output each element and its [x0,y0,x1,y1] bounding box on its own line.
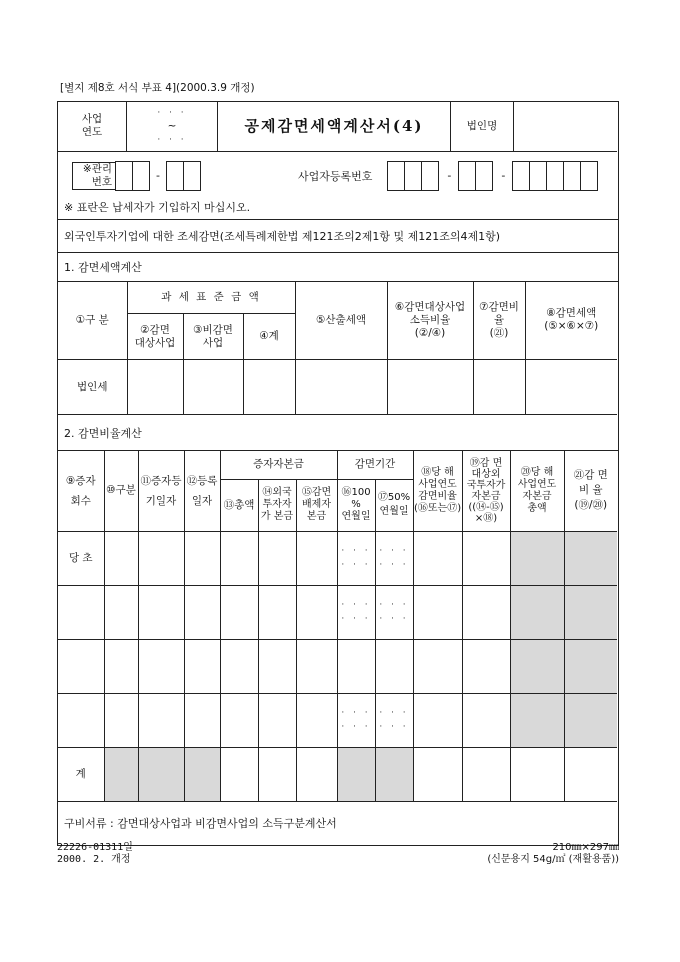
row-label: 계 [58,747,104,801]
brn-digit-box[interactable] [421,161,439,191]
table-row [58,360,617,415]
header-reduction-period: 감면기간 [337,451,413,479]
corp-name-label: 법인명 [451,102,514,151]
input-cell[interactable] [258,585,296,639]
brn-digit-box[interactable] [404,161,422,191]
input-cell[interactable] [243,360,295,415]
row-label: 당 초 [58,531,104,585]
header-excluded-capital: ⑮감면 배제자 본금 [296,479,337,531]
input-cell[interactable] [220,585,258,639]
header-foreign-investor-capital: ⑭외국 투자자 가 본금 [258,479,296,531]
row-label-corporate-tax: 법인세 [58,360,127,415]
brn-digit-box[interactable] [458,161,476,191]
header-100pct-date: ⑯100 % 연월일 [337,479,375,531]
reduction-rate-table [58,451,617,802]
date-placeholder: · · · [341,708,371,718]
input-cell[interactable] [462,585,510,639]
table-row [58,531,617,585]
total-row [58,747,617,801]
input-cell[interactable] [510,531,564,585]
brn-digit-box[interactable] [512,161,530,191]
mgmt-digit-box[interactable] [132,161,150,191]
dash: - [501,169,506,182]
header-increased-capital: 증자자본금 [220,451,337,479]
input-cell[interactable] [138,693,184,747]
input-cell[interactable] [184,693,220,747]
header-tax-base: 과 세 표 준 금 액 [127,282,295,314]
input-cell[interactable] [220,747,258,801]
brn-digit-box[interactable] [580,161,598,191]
date-placeholder: · · · [341,600,371,610]
input-cell[interactable] [296,531,337,585]
input-cell[interactable] [413,531,462,585]
management-section [58,152,618,220]
header-current-rate: ⑱당 해 사업연도 감면비율 (⑯또는⑰) [413,451,462,531]
date-placeholder: · · · [341,560,371,570]
header-reduced-tax: ⑧감면세액 (⑤×⑥×⑦) [525,282,617,360]
input-cell[interactable] [184,531,220,585]
input-cell[interactable] [104,639,138,693]
input-cell[interactable] [473,360,525,415]
form-code: 22226-01311일 [57,842,133,853]
input-cell[interactable] [104,747,138,801]
input-cell[interactable] [337,639,375,693]
input-cell[interactable] [413,693,462,747]
header-enrollment-date: ⑫등록 일자 [184,451,220,531]
form-body [57,101,619,846]
input-cell[interactable] [413,747,462,801]
input-cell[interactable] [104,585,138,639]
subject-line: 외국인투자기업에 대한 조세감면(조세특례제한법 제121조의2제1항 및 제121조의4제1항) [58,220,618,253]
input-cell[interactable] [413,585,462,639]
revision-date: 2000. 2. 개정 [57,854,131,865]
input-cell[interactable] [510,693,564,747]
input-cell[interactable] [138,639,184,693]
input-cell[interactable] [564,585,617,639]
input-cell[interactable] [337,747,375,801]
header-non-reducible-business: ③비감면 사업 [183,314,243,360]
brn-digit-box[interactable] [529,161,547,191]
business-reg-label: 사업자등록번호 [298,169,373,183]
input-cell[interactable] [258,639,296,693]
paper-size: 210㎜×297㎜ [552,842,619,853]
date-placeholder: · · · [379,708,409,718]
input-cell[interactable] [296,639,337,693]
input-cell[interactable] [127,360,183,415]
mgmt-digit-box[interactable] [115,161,133,191]
header-registration-date: ⑪증자등 기일자 [138,451,184,531]
header-category: ①구 분 [58,282,127,360]
taxpayer-note: ※ 표란은 납세자가 기입하지 마십시오. [64,200,251,214]
date-placeholder: · · · [379,722,409,732]
paper-type: (신문용지 54g/㎡ (재활용품)) [487,854,619,865]
table-row [58,585,617,639]
input-cell[interactable] [296,585,337,639]
input-cell[interactable] [375,639,413,693]
tax-reduction-table [58,282,617,416]
brn-digit-box[interactable] [546,161,564,191]
header-increase-count: ⑨증자 회수 [58,451,104,531]
header-total: ④계 [243,314,295,360]
input-cell[interactable] [295,360,387,415]
header-total-amount: ⑬총액 [220,479,258,531]
input-cell[interactable] [138,531,184,585]
date-placeholder: · · · [379,560,409,570]
table-row [58,639,617,693]
header-total-capital: ⑳당 해 사업연도 자본금 총액 [510,451,564,531]
input-cell[interactable] [564,531,617,585]
input-cell[interactable] [138,747,184,801]
input-cell[interactable] [462,639,510,693]
header-table [58,102,617,152]
input-cell[interactable] [258,747,296,801]
input-cell[interactable] [184,639,220,693]
input-cell[interactable] [510,747,564,801]
input-cell[interactable] [564,693,617,747]
input-cell[interactable] [184,585,220,639]
input-cell[interactable] [220,693,258,747]
input-cell[interactable] [510,585,564,639]
input-cell[interactable] [104,693,138,747]
input-cell[interactable] [220,531,258,585]
input-cell[interactable] [58,639,104,693]
date-placeholder: · · · [379,546,409,556]
input-cell[interactable] [375,531,413,585]
input-cell[interactable] [564,639,617,693]
attachments-note: 구비서류 : 감면대상사업과 비감면사업의 소득구분계산서 [64,817,337,830]
input-cell[interactable] [462,693,510,747]
input-cell[interactable] [104,531,138,585]
dash: - [447,169,452,182]
input-cell[interactable] [375,693,413,747]
brn-digit-box[interactable] [475,161,493,191]
header-computed-tax: ⑤산출세액 [295,282,387,360]
input-cell[interactable] [184,747,220,801]
input-cell[interactable] [375,747,413,801]
dash: - [156,169,160,182]
form-reference: [별지 제8호 서식 부표 4](2000.3.9 개정) [60,82,255,94]
mgmt-digit-box[interactable] [183,161,201,191]
input-cell[interactable] [413,639,462,693]
input-cell[interactable] [220,639,258,693]
input-cell[interactable] [58,585,104,639]
input-cell[interactable] [138,585,184,639]
input-cell[interactable] [58,693,104,747]
input-cell[interactable] [258,531,296,585]
input-cell[interactable] [525,360,617,415]
year-label: 사업 연도 [58,102,127,151]
section1-title: 1. 감면세액계산 [58,253,618,282]
management-number-label: ※관리 번호 [72,162,116,190]
input-cell[interactable] [387,360,473,415]
date-placeholder: · · · [341,614,371,624]
header-income-ratio: ⑥감면대상사업 소득비율 (②/④) [387,282,473,360]
date-placeholder: · · · [341,722,371,732]
date-placeholder: · · · [379,614,409,624]
input-cell[interactable] [296,693,337,747]
header-reducible-business: ②감면 대상사업 [127,314,183,360]
brn-digit-box[interactable] [563,161,581,191]
input-cell[interactable] [337,531,375,585]
header-50pct-date: ⑰50% 연월일 [375,479,413,531]
input-cell[interactable] [462,747,510,801]
header-division: ⑩구분 [104,451,138,531]
header-foreign-capital: ⑲감 면 대상외 국투자가 자본금 ((⑭-⑮) ×⑱) [462,451,510,531]
input-cell[interactable] [296,747,337,801]
input-cell[interactable] [564,747,617,801]
input-cell[interactable] [258,693,296,747]
mgmt-digit-box[interactable] [166,161,184,191]
header-reduction-rate: ⑦감면비 율 (㉑) [473,282,525,360]
input-cell[interactable] [183,360,243,415]
table-row [58,693,617,747]
input-cell[interactable] [462,531,510,585]
date-placeholder: · · · [379,600,409,610]
form-title: 공제감면세액계산서(4) [218,102,451,151]
date-placeholder: · · · [341,546,371,556]
input-cell[interactable] [510,639,564,693]
header-reduction-ratio: ㉑감 면 비 율 (⑲/⑳) [564,451,617,531]
section2-title: 2. 감면비율계산 [58,415,618,451]
input-cell[interactable] [337,585,375,639]
brn-digit-box[interactable] [387,161,405,191]
input-cell[interactable] [337,693,375,747]
year-period-field[interactable]: · · · ~ · · · [127,102,218,151]
corp-name-field[interactable] [514,102,618,151]
input-cell[interactable] [375,585,413,639]
